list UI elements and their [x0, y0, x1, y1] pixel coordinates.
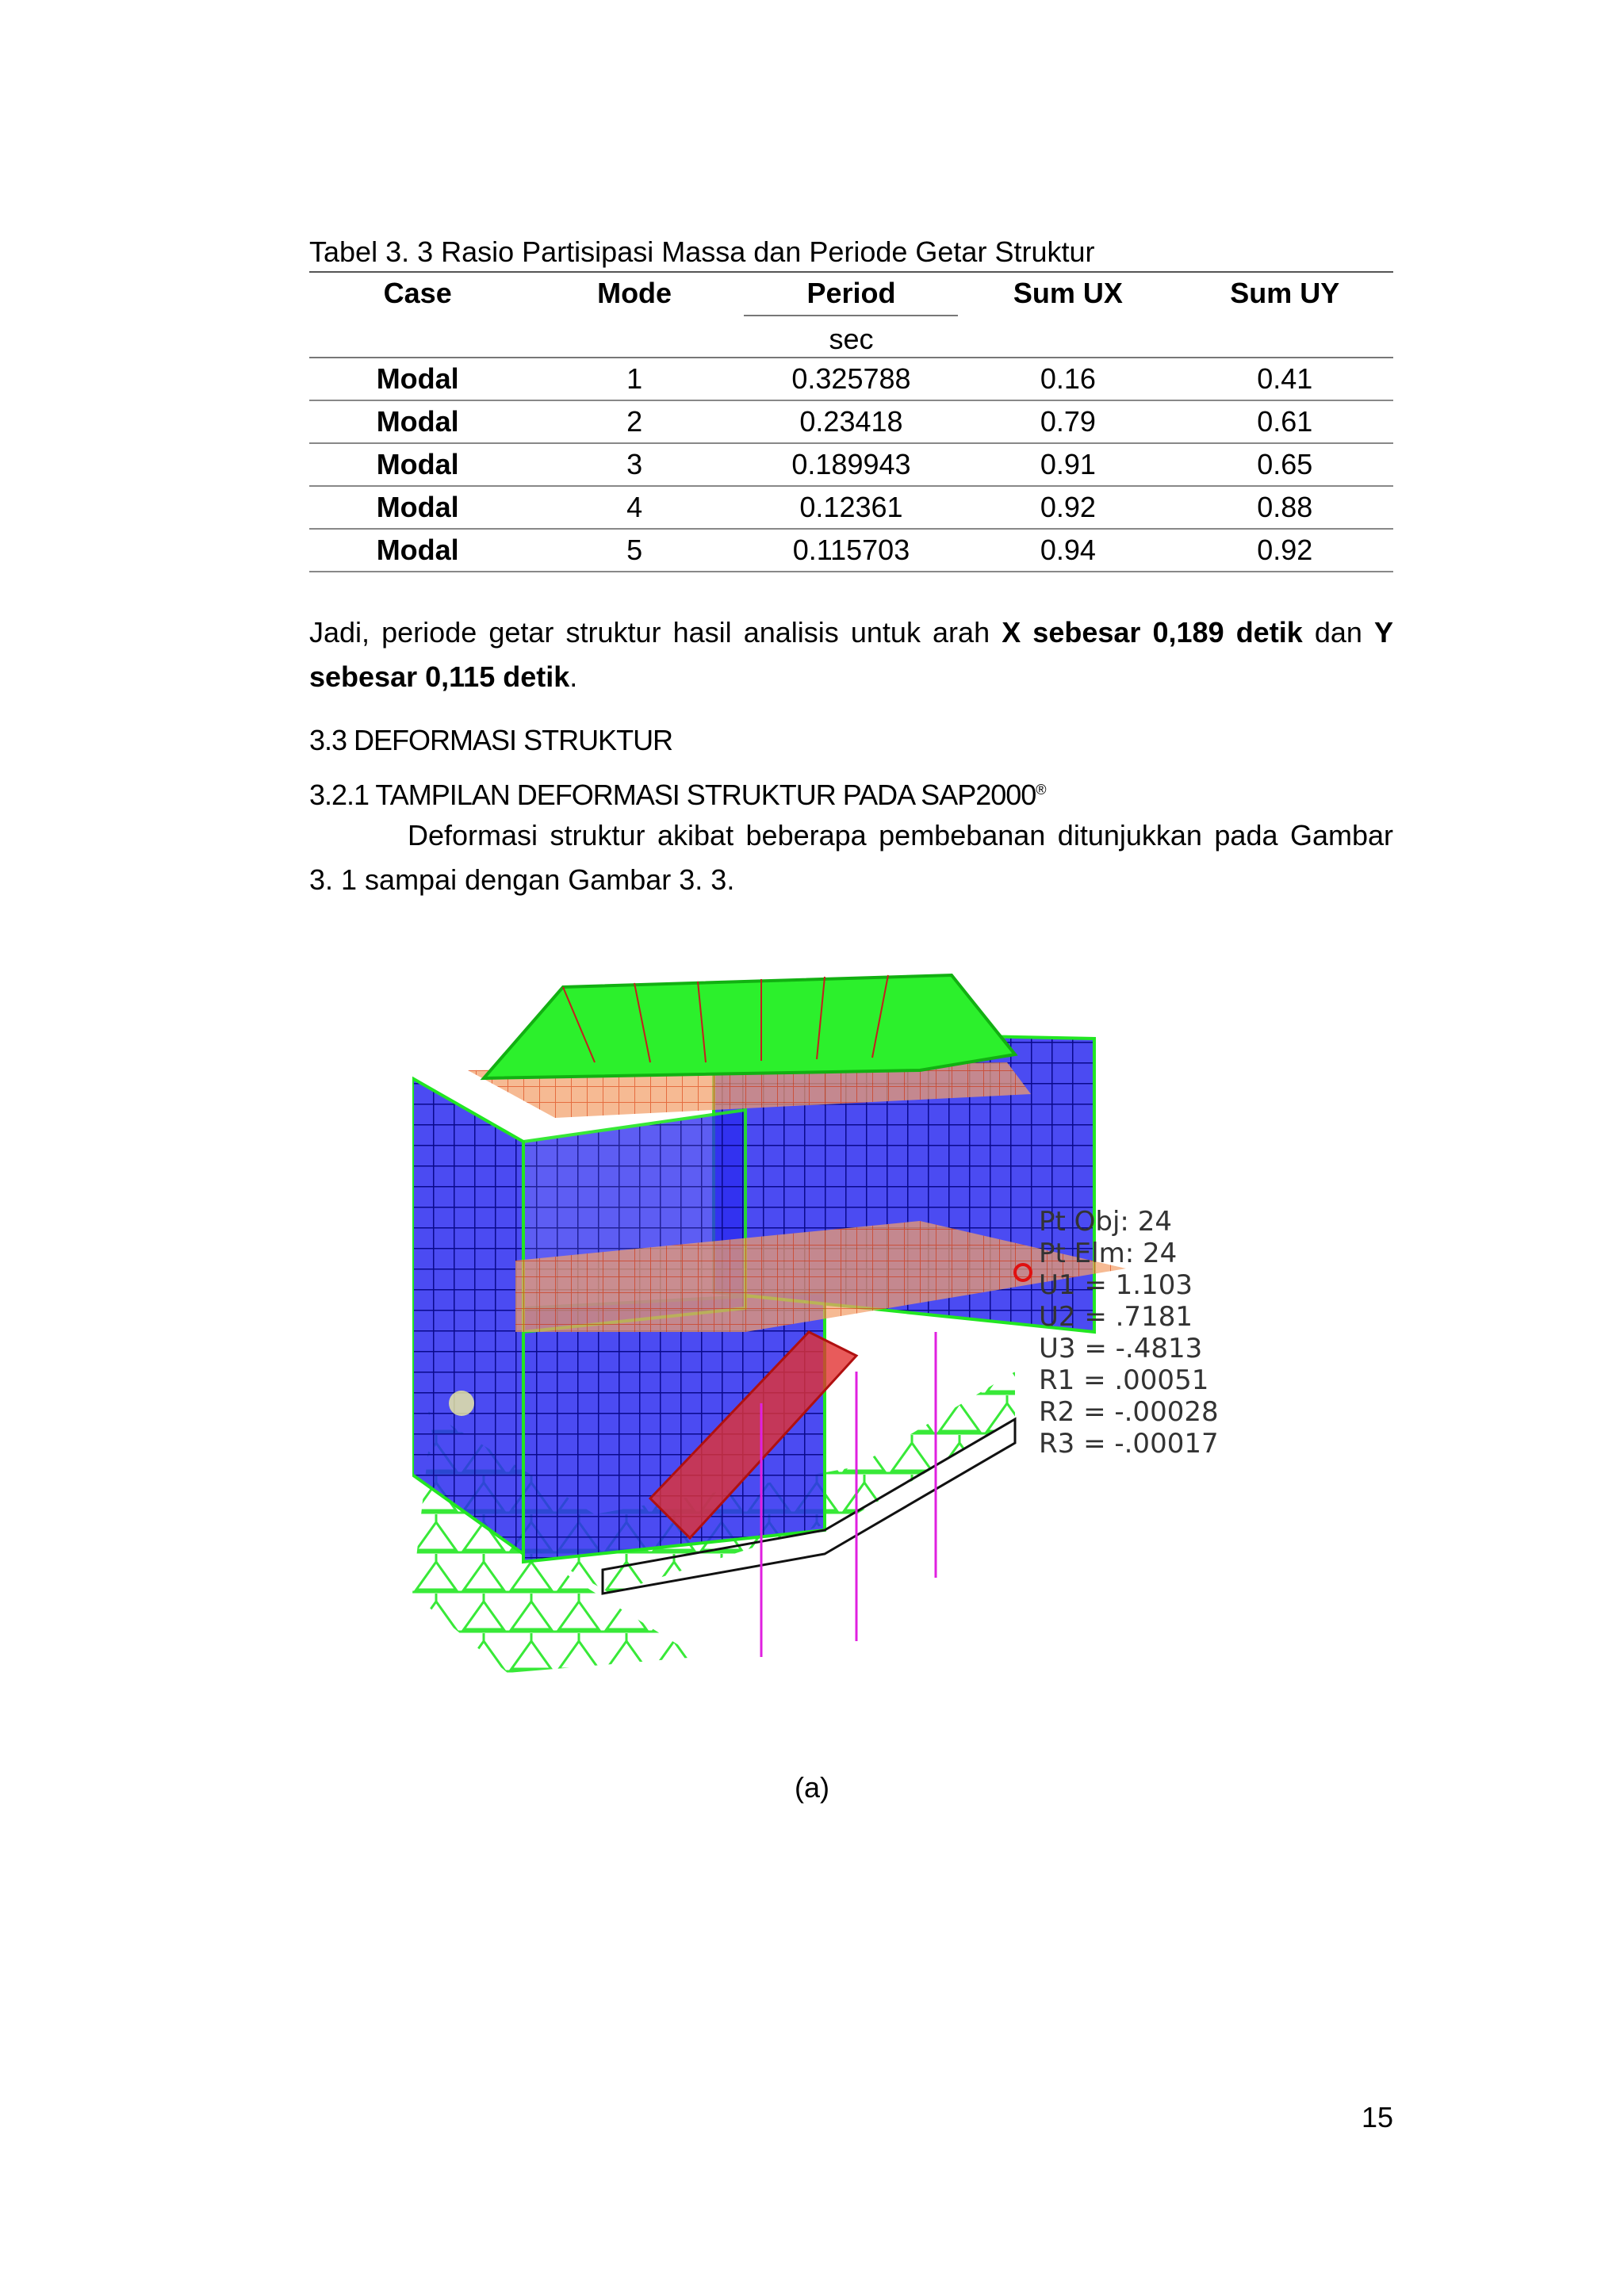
table-row: Modal 3 0.189943 0.91 0.65	[309, 443, 1393, 486]
readout-line: U3 = -.4813	[1039, 1333, 1203, 1364]
readout-line: U1 = 1.103	[1039, 1269, 1193, 1301]
deformation-paragraph: Deformasi struktur akibat beberapa pembebanan ditunjukkan pada Gambar 3. 1 sampai dengan Gambar 3. 3.	[309, 819, 1393, 896]
readout-line: Pt Elm: 24	[1039, 1238, 1178, 1269]
header-sum-ux: Sum UX	[959, 272, 1176, 314]
table-row: Modal 1 0.325788 0.16 0.41	[309, 358, 1393, 400]
table-row: Modal 4 0.12361 0.92 0.88	[309, 486, 1393, 529]
readout-line: U2 = .7181	[1039, 1301, 1193, 1333]
header-case: Case	[309, 272, 526, 314]
readout-line: R3 = -.00017	[1039, 1428, 1219, 1460]
readout-line: R1 = .00051	[1039, 1364, 1209, 1396]
structure-3d-model	[412, 959, 1308, 1752]
period-conclusion-paragraph: Jadi, periode getar struktur hasil analisis untuk arah X sebesar 0,189 detik dan Y sebesar 0,115 detik.	[309, 616, 1393, 693]
readout-line: Pt Obj: 24	[1039, 1206, 1172, 1238]
header-sum-uy: Sum UY	[1177, 272, 1393, 314]
joint-displacement-readout	[1039, 1206, 1219, 1460]
header-period: Period	[743, 272, 959, 314]
header-mode: Mode	[526, 272, 742, 314]
page-number: 15	[1361, 2101, 1393, 2133]
modal-participation-table	[309, 271, 1393, 572]
subsection-heading-sap2000: 3.2.1 TAMPILAN DEFORMASI STRUKTUR PADA SAP2000®	[309, 779, 1046, 811]
table-row: Modal 2 0.23418 0.79 0.61	[309, 400, 1393, 443]
readout-line: R2 = -.00028	[1039, 1396, 1219, 1428]
figure-caption: (a)	[795, 1771, 829, 1804]
sap2000-deformation-figure	[412, 959, 1308, 1752]
period-unit: sec	[743, 314, 959, 358]
section-heading-deformasi: 3.3 DEFORMASI STRUKTUR	[309, 724, 673, 756]
table-caption: Tabel 3. 3 Rasio Partisipasi Massa dan Periode Getar Struktur	[309, 235, 1095, 268]
table-row: Modal 5 0.115703 0.94 0.92	[309, 529, 1393, 572]
